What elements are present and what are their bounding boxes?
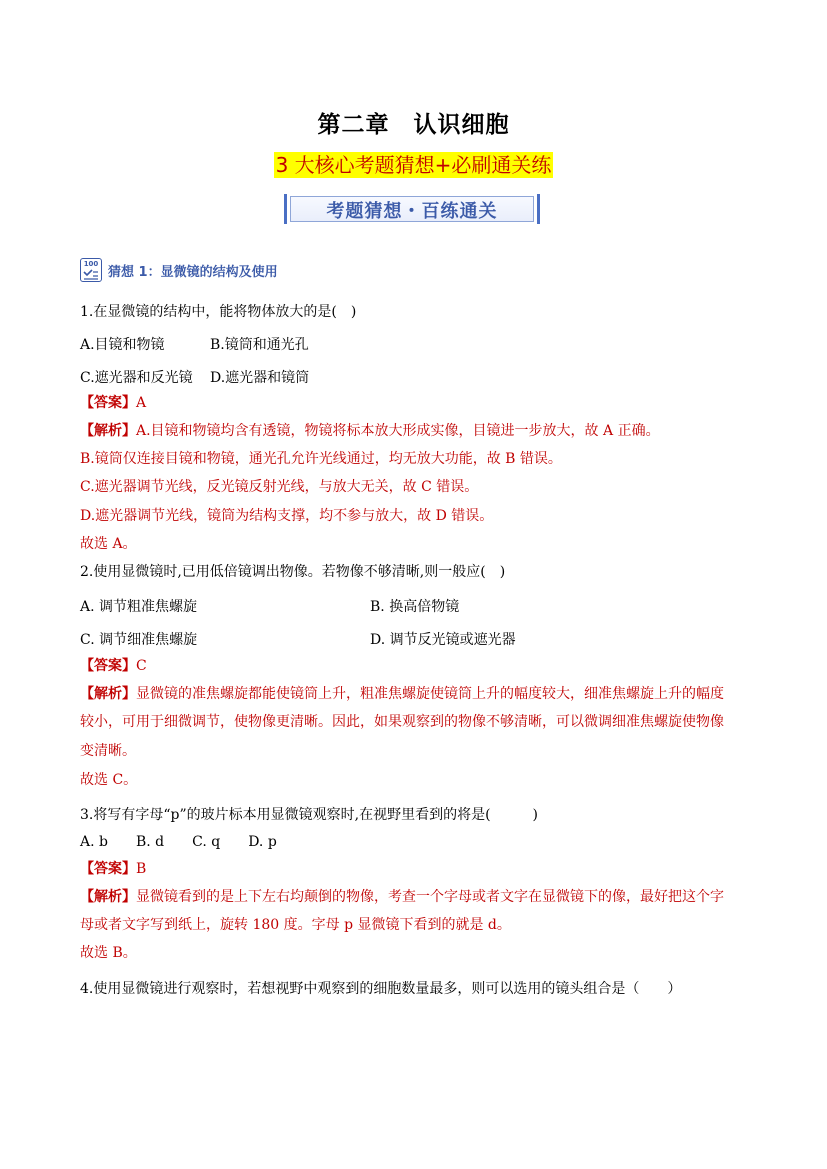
section-label: 猜想 1：显微镜的结构及使用 [108,265,278,280]
checklist-icon-text: 100 [83,260,99,268]
q2-option-b: B. 换高倍物镜 [370,599,460,615]
q1-analysis-line4: D.遮光器调节光线，镜筒为结构支撑，均不参与放大，故 D 错误。 [80,508,494,524]
q2-stem: 2.使用显微镜时,已用低倍镜调出物像。若物像不够清晰,则一般应( ) [80,564,506,580]
q4-stem: 4.使用显微镜进行观察时，若想视野中观察到的细胞数量最多，则可以选用的镜头组合是（ ） [80,981,682,997]
subtitle-highlight: 3 大核心考题猜想+必刷通关练 [275,153,552,177]
q1-option-c: C.遮光器和反光镜 [80,370,193,386]
q1-analysis-line1: A.目镜和物镜均含有透镜，物镜将标本放大形成实像，目镜进一步放大，故 A 正确。 [136,423,660,439]
q2-option-c: C. 调节细准焦螺旋 [80,632,198,648]
subtitle-wrapper [0,152,827,178]
q2-answer-tag: 【答案】 [80,658,136,674]
q1-analysis-line3: C.遮光器调节光线，反光镜反射光线，与放大无关，故 C 错误。 [80,479,479,495]
q1-answer-value: A [136,395,147,411]
q3-answer-tag: 【答案】 [80,861,136,877]
q1-option-d: D.遮光器和镜筒 [210,370,310,386]
q1-option-a: A.目镜和物镜 [80,337,165,353]
q2-option-d: D. 调节反光镜或遮光器 [370,632,516,648]
q2-answer [80,656,147,676]
q1-answer [80,393,146,413]
q2-answer-value: C [136,658,147,674]
q1-answer-tag: 【答案】 [80,395,136,411]
banner-label: 考题猜想・百练通关 [326,201,498,222]
checklist-icon [80,258,102,282]
q1-analysis-line2: B.镜筒仅连接目镜和物镜，通光孔允许光线通过，均无放大功能，故 B 错误。 [80,451,562,467]
q3-analysis [80,887,724,907]
q2-conclusion: 故选 C。 [80,772,138,788]
chapter-title: 第二章 认识细胞 [317,112,510,138]
q3-analysis-tag: 【解析】 [80,889,136,905]
q3-conclusion: 故选 B。 [80,945,137,961]
banner [284,194,540,224]
q1-analysis [80,421,660,441]
q3-answer [80,859,146,879]
q3-analysis-line2: 母或者文字写到纸上，旋转 180 度。字母 p 显微镜下看到的就是 d。 [80,917,511,933]
checkmark-icon [83,269,99,281]
q2-analysis-line1: 显微镜的准焦螺旋都能使镜筒上升，粗准焦螺旋使镜筒上升的幅度较大，细准焦螺旋上升的幅度 [136,686,724,702]
q3-answer-value: B [136,861,147,877]
q2-analysis-tag: 【解析】 [80,686,136,702]
q3-stem: 3.将写有字母“p”的玻片标本用显微镜观察时,在视野里看到的将是( ) [80,807,539,823]
q2-analysis-line2: 较小，可用于细微调节，使物像更清晰。因此，如果观察到的物像不够清晰，可以微调细准焦螺旋使物像 [80,714,724,730]
q3-analysis-line1: 显微镜看到的是上下左右均颠倒的物像，考查一个字母或者文字在显微镜下的像，最好把这个字 [136,889,724,905]
q1-option-b: B.镜筒和通光孔 [210,337,309,353]
q2-analysis-line3: 变清晰。 [80,743,136,759]
q1-stem: 1.在显微镜的结构中，能将物体放大的是( ) [80,304,357,320]
q1-conclusion: 故选 A。 [80,536,137,552]
q3-options: A. b B. d C. q D. p [80,834,277,850]
q2-analysis [80,684,724,704]
q2-option-a: A. 调节粗准焦螺旋 [80,599,198,615]
q1-analysis-tag: 【解析】 [80,423,136,439]
